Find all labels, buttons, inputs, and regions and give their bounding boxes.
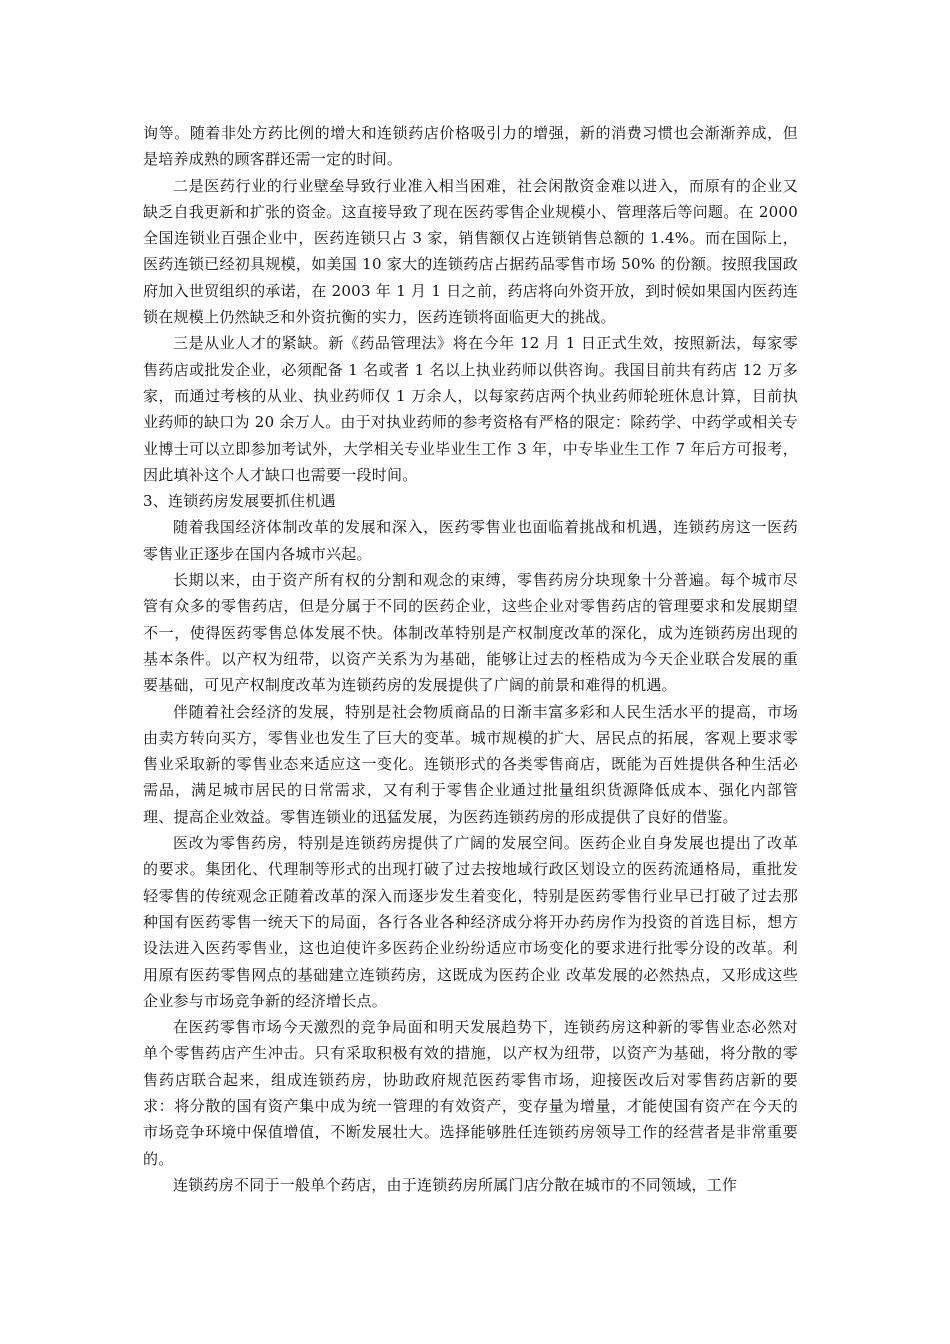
- paragraph-competition: 在医药零售市场今天激烈的竞争局面和明天发展趋势下，连锁药房这种新的零售业态必然对单个零售药店产生冲击。只有采取积极有效的措施，以产权为纽带，以资产为基础，将分散的零售药店联合起来，组成连锁药房，协助政府规范医药零售市场，迎接医改后对零售药店新的要求：将分散的国有资产集中成为统一管理的有效资产，变存量为增量，才能使国有资产在今天的市场竞争环境中保值增值，不断发展壮大。选择能够胜任连锁药房领导工作的经营者是非常重要的。: [143, 1018, 798, 1168]
- paragraph-property-rights: 长期以来，由于资产所有权的分割和观念的束缚，零售药房分块现象十分普遍。每个城市尽管有众多的零售药店，但是分属于不同的医药企业，这些企业对零售药店的管理要求和发展期望不一，使得医药零售总体发展不快。体制改革特别是产权制度改革的深化，成为连锁药房出现的基本条件。以产权为纽带，以资产关系为为基础，能够让过去的桎梏成为今天企业联合发展的重要基础，可见产权制度改革为连锁药房的发展提供了广阔的前景和难得的机遇。: [143, 571, 798, 695]
- paragraph-retail-change: 伴随着社会经济的发展，特别是社会物质商品的日渐丰富多彩和人民生活水平的提高，市场由卖方转向买方，零售业也发生了巨大的变革。城市规模的扩大、居民点的拓展，客观上要求零售业采取新的零售业态来适应这一变化。连锁形式的各类零售商店，既能为百姓提供各种生活必需品，满足城市居民的日常需求，又有利于零售企业通过批量组织货源降低成本、强化内部管理、提高企业效益。零售连锁业的迅猛发展，为医药连锁药房的形成提供了良好的借鉴。: [143, 702, 798, 826]
- paragraph-industry-barriers: 二是医药行业的行业壁垒导致行业准入相当困难，社会闲散资金难以进入，而原有的企业又缺乏自我更新和扩张的资金。这直接导致了现在医药零售企业规模小、管理落后等问题。在 2000 全国连锁业百强企业中，医药连锁只占 3 家，销售额仅占连锁销售总额的 1.4%。而在国际上，医药连锁已经初具规模，如美国 10 家大的连锁药店占据药品零售市场 50% 的份额。按照我国政府加入世贸组织的承诺，在 2003 年 1 月 1 日之前，药店将向外资开放，到时候如果国内医药连锁在规模上仍然缺乏和外资抗衡的实力，医药连锁将面临更大的挑战。: [143, 176, 798, 327]
- paragraph-reform-intro: 随着我国经济体制改革的发展和深入，医药零售业也面临着挑战和机遇，连锁药房这一医药零售业正逐步在国内各城市兴起。: [143, 518, 798, 563]
- paragraph-chain-management: 连锁药房不同于一般单个药店，由于连锁药房所属门店分散在城市的不同领域，工作: [173, 1175, 738, 1194]
- section-heading: 3、连锁药房发展要抓住机遇: [143, 492, 336, 511]
- paragraph-continuation: 询等。随着非处方药比例的增大和连锁药店价格吸引力的增强，新的消费习惯也会渐渐养成，但是培养成熟的顾客群还需一定的时间。: [143, 124, 798, 169]
- paragraph-talent-shortage: 三是从业人才的紧缺。新《药品管理法》将在今年 12 月 1 日正式生效，按照新法，每家零售药店或批发企业，必须配备 1 名或者 1 名以上执业药师以供咨询。我国目前共有药店 12 万多家，而通过考核的从业、执业药师仅 1 万余人，以每家药店两个执业药师轮班休息计算，目前执业药师的缺口为 20 余万人。由于对执业药师的参考资格有严格的限定：除药学、中药学或相关专业博士可以立即参加考试外，大学相关专业毕业生工作 3 年，中专毕业生工作 7 年后方可报考，因此填补这个人才缺口也需要一段时间。: [143, 334, 798, 484]
- document-page: [143, 120, 798, 1198]
- paragraph-medical-reform: 医改为零售药房，特别是连锁药房提供了广阔的发展空间。医药企业自身发展也提出了改革的要求。集团化、代理制等形式的出现打破了过去按地域行政区划设立的医药流通格局，重批发轻零售的传统观念正随着改革的深入而逐步发生着变化，特别是医药零售行业早已打破了过去那种国有医药零售一统天下的局面，各行各业各种经济成分将开办药房作为投资的首选目标，想方设法进入医药零售业，这也迫使许多医药企业纷纷适应市场变化的要求进行批零分设的改革。利用原有医药零售网点的基础建立连锁药房，这既成为医药企业 改革发展的必然热点，又形成这些企业参与市场竞争新的经济增长点。: [143, 834, 798, 1010]
